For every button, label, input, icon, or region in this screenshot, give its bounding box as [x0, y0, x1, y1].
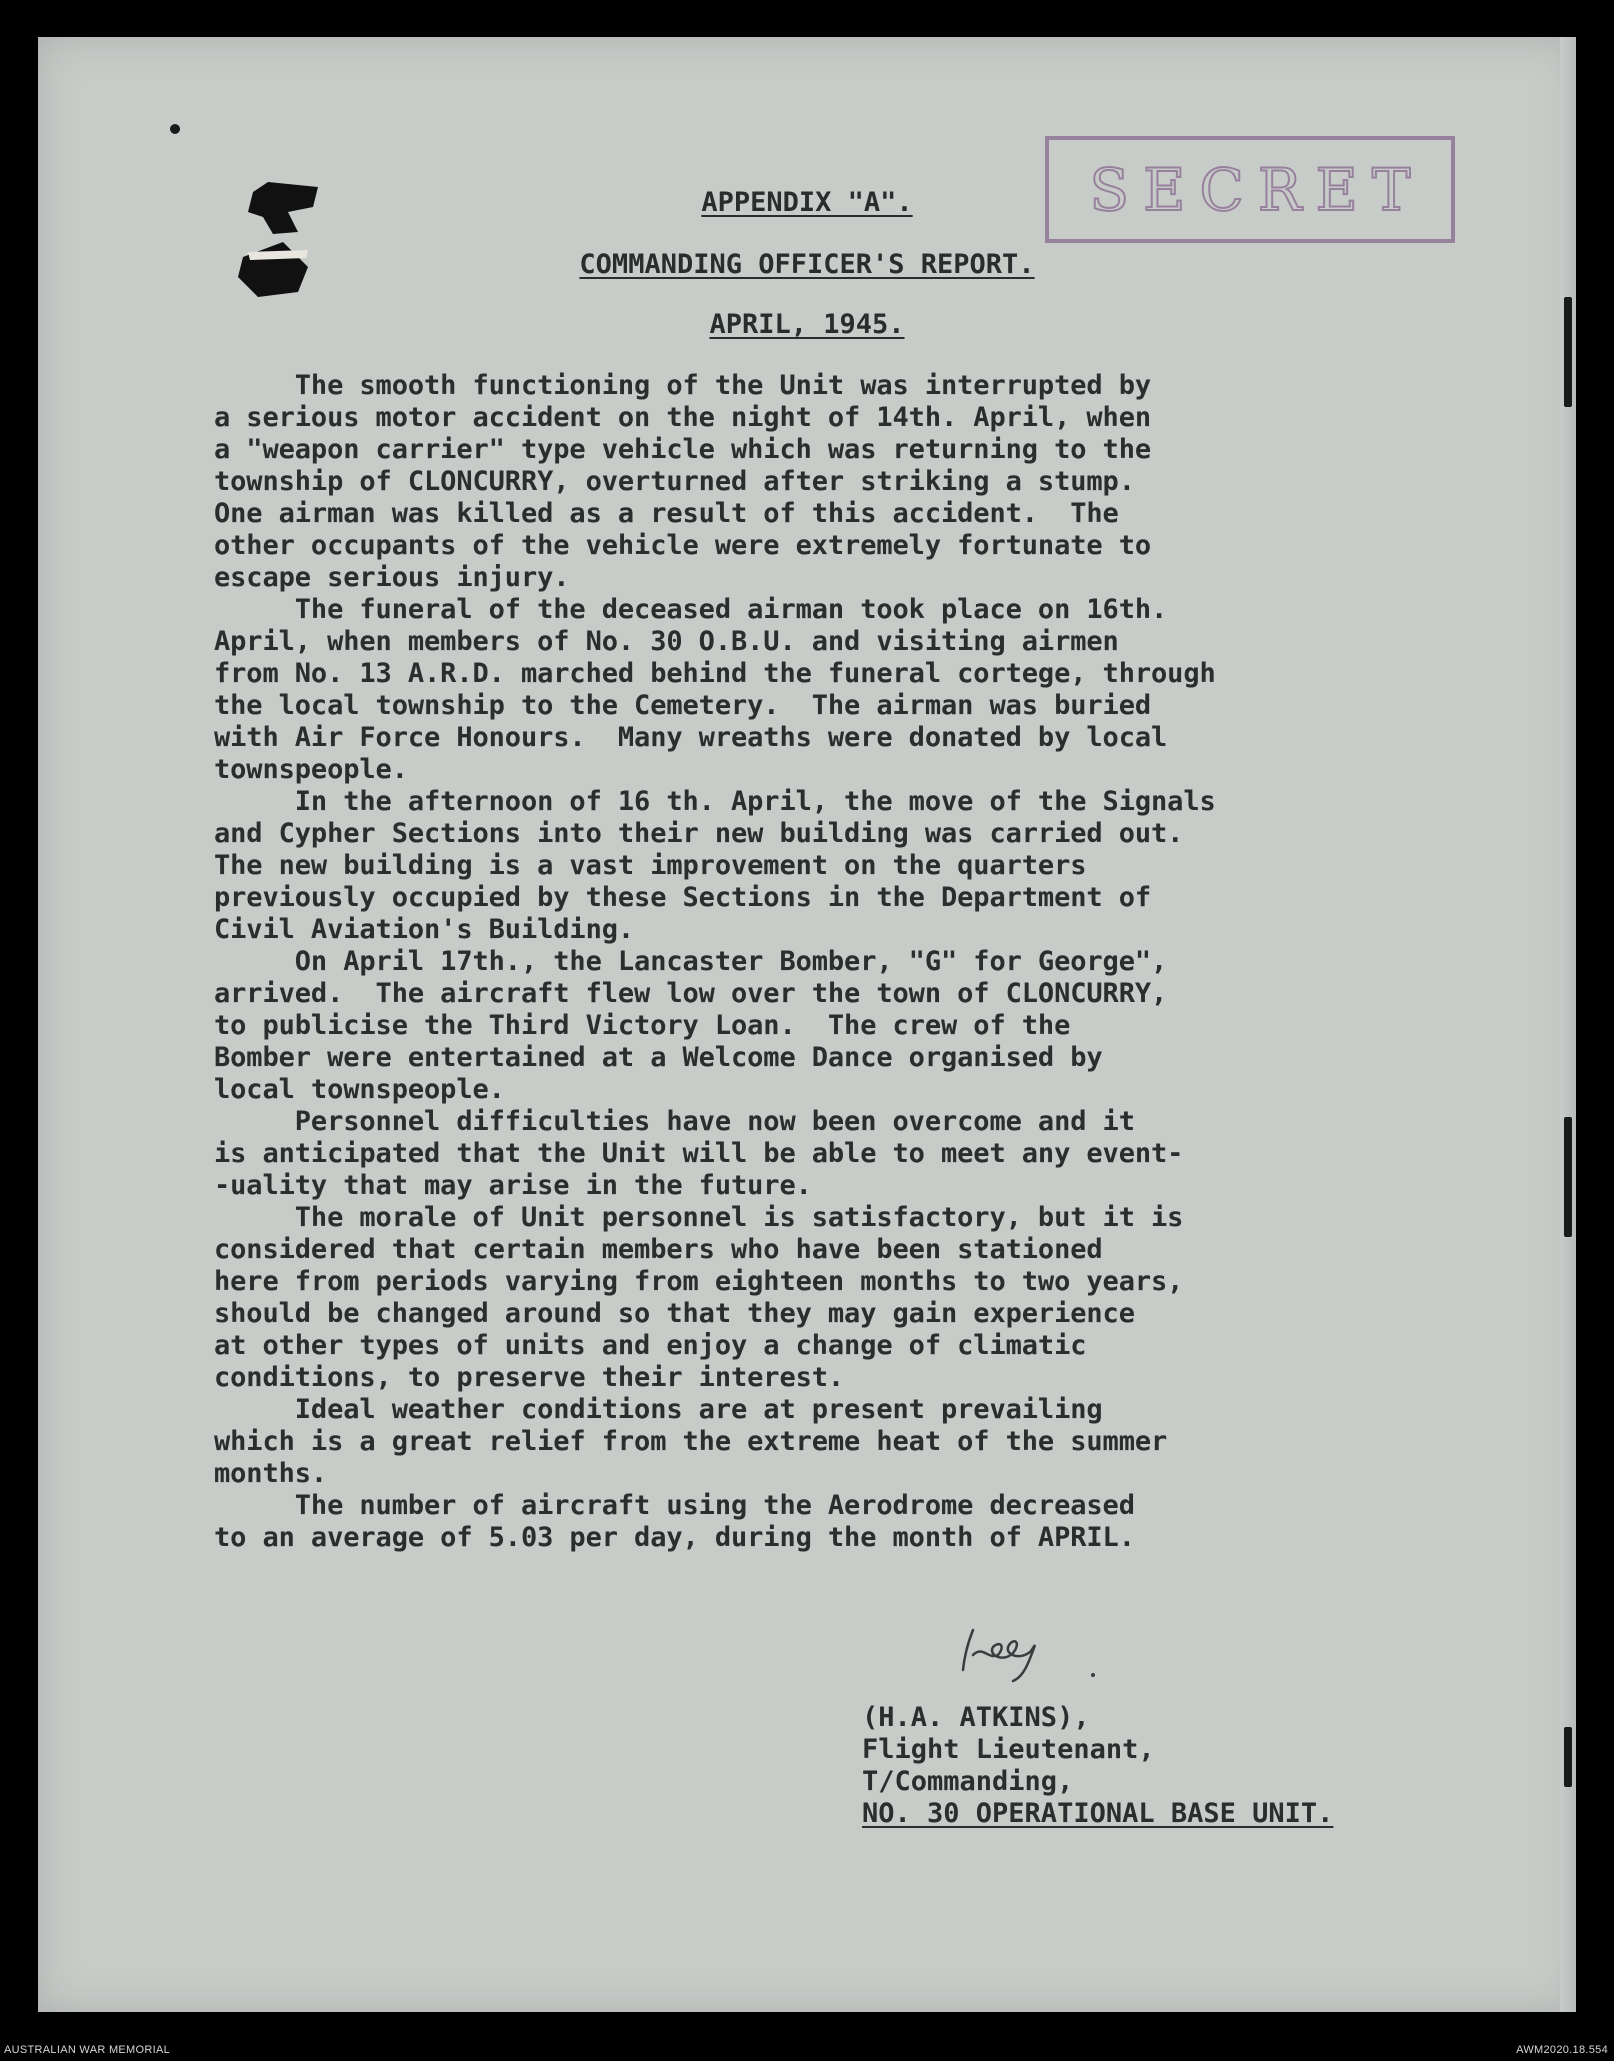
body-line: previously occupied by these Sections in the Department of [214, 882, 1152, 913]
body-line: is anticipated that the Unit will be able to meet any event- [214, 1138, 1184, 1169]
body-line: The smooth functioning of the Unit was interrupted by [214, 370, 1152, 401]
body-line: Civil Aviation's Building. [214, 914, 635, 945]
body-line: to an average of 5.03 per day, during the month of APRIL. [214, 1522, 1135, 1553]
signatory-name: (H.A. ATKINS), [862, 1702, 1090, 1733]
body-line: township of CLONCURRY, overturned after striking a stump. [214, 466, 1135, 497]
body-line: arrived. The aircraft flew low over the town of CLONCURRY, [214, 978, 1168, 1009]
document-page [38, 37, 1576, 2012]
body-line: to publicise the Third Victory Loan. The crew of the [214, 1010, 1071, 1041]
signature-block [862, 1702, 1333, 1830]
body-line: months. [214, 1458, 328, 1489]
report-body [214, 370, 1434, 1554]
body-line: from No. 13 A.R.D. marched behind the funeral cortege, through [214, 658, 1216, 689]
body-line: with Air Force Honours. Many wreaths were donated by local [214, 722, 1168, 753]
stamp-text: SECRET [1089, 155, 1425, 224]
handwritten-signature [943, 1615, 1143, 1687]
body-line: The new building is a vast improvement on the quarters [214, 850, 1087, 881]
body-line: Ideal weather conditions are at present prevailing [214, 1394, 1103, 1425]
body-line: here from periods varying from eighteen months to two years, [214, 1266, 1184, 1297]
body-line: Personnel difficulties have now been overcome and it [214, 1106, 1135, 1137]
body-line: a serious motor accident on the night of 14th. April, when [214, 402, 1152, 433]
ink-spot [168, 122, 182, 136]
body-line: at other types of units and enjoy a change of climatic [214, 1330, 1087, 1361]
report-date: APRIL, 1945. [709, 309, 905, 340]
body-line: The number of aircraft using the Aerodrome decreased [214, 1490, 1135, 1521]
body-line: On April 17th., the Lancaster Bomber, "G" for George", [214, 946, 1168, 977]
binder-mark [1564, 1727, 1572, 1787]
appendix-heading: APPENDIX "A". [701, 187, 913, 218]
body-line: One airman was killed as a result of this accident. The [214, 498, 1119, 529]
body-line: considered that certain members who have been stationed [214, 1234, 1103, 1265]
body-line: should be changed around so that they may gain experience [214, 1298, 1135, 1329]
body-line: The funeral of the deceased airman took place on 16th. [214, 594, 1168, 625]
signatory-unit: NO. 30 OPERATIONAL BASE UNIT. [862, 1798, 1334, 1829]
signatory-rank: Flight Lieutenant, [862, 1734, 1155, 1765]
body-line: escape serious injury. [214, 562, 570, 593]
archive-reference: AWM2020.18.554 [1516, 2044, 1608, 2056]
archive-credit: AUSTRALIAN WAR MEMORIAL [4, 2044, 171, 2056]
body-line: In the afternoon of 16 th. April, the move of the Signals [214, 786, 1216, 817]
body-line: April, when members of No. 30 O.B.U. and visiting airmen [214, 626, 1119, 657]
body-line: The morale of Unit personnel is satisfactory, but it is [214, 1202, 1184, 1233]
body-line: other occupants of the vehicle were extremely fortunate to [214, 530, 1152, 561]
signatory-role: T/Commanding, [862, 1766, 1074, 1797]
binder-mark [1564, 1117, 1572, 1237]
body-line: townspeople. [214, 754, 408, 785]
body-line: local townspeople. [214, 1074, 505, 1105]
body-line: which is a great relief from the extreme heat of the summer [214, 1426, 1168, 1457]
report-title: COMMANDING OFFICER'S REPORT. [579, 249, 1035, 280]
body-line: conditions, to preserve their interest. [214, 1362, 845, 1393]
body-line: a "weapon carrier" type vehicle which was returning to the [214, 434, 1152, 465]
body-line: Bomber were entertained at a Welcome Dance organised by [214, 1042, 1103, 1073]
body-line: and Cypher Sections into their new building was carried out. [214, 818, 1184, 849]
torn-punch-hole [228, 162, 338, 312]
body-line: -uality that may arise in the future. [214, 1170, 812, 1201]
body-line: the local township to the Cemetery. The airman was buried [214, 690, 1152, 721]
